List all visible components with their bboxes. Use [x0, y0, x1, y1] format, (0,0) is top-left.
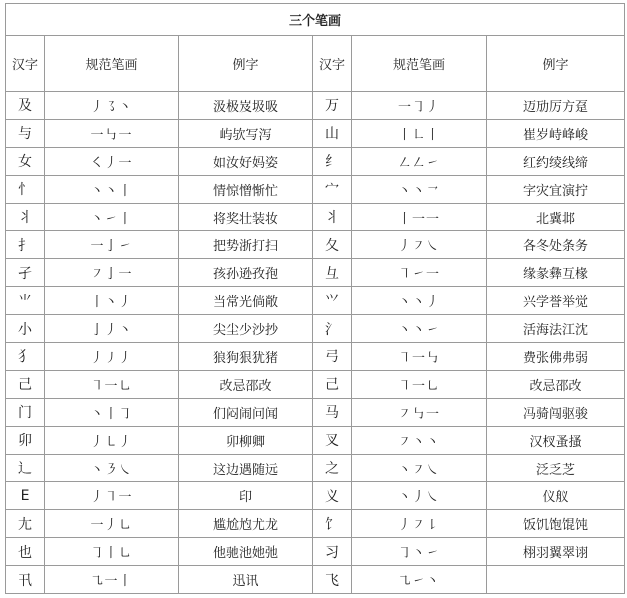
component-char: 夂 [313, 231, 352, 259]
table-row [6, 259, 625, 287]
table-row [6, 92, 625, 120]
component-char: 与 [6, 119, 45, 147]
component-char: E [6, 482, 45, 510]
table-body [6, 92, 625, 594]
title-row [6, 4, 625, 36]
example-chars: 缘彖彝互椽 [487, 259, 625, 287]
example-chars: 卯柳卿 [179, 426, 313, 454]
example-chars: 尖尘少沙抄 [179, 315, 313, 343]
table-row [6, 287, 625, 315]
component-char: 叉 [313, 426, 352, 454]
stroke-sequence: 丿㇄丿 [45, 426, 179, 454]
component-char: 飞 [313, 566, 352, 594]
example-chars: 将奖壮装妆 [179, 203, 313, 231]
stroke-sequence: ㇈㇀丶 [352, 566, 487, 594]
stroke-sequence: 丶㇇㇏ [352, 454, 487, 482]
column-header-strokes: 规范笔画 [45, 36, 179, 92]
stroke-sequence: 丶丶㇖ [352, 175, 487, 203]
example-chars: 饭饥饱馄饨 [487, 510, 625, 538]
component-char: 弓 [313, 343, 352, 371]
column-header-char: 汉字 [313, 36, 352, 92]
example-chars: 尴尬尥尤龙 [179, 510, 313, 538]
stroke-sequence: 丿㇌丶 [45, 92, 179, 120]
table-title: 三个笔画 [6, 4, 625, 36]
example-chars: 迈劢厉方趸 [487, 92, 625, 120]
example-chars: 北冀邶 [487, 203, 625, 231]
example-chars: 泛乏芝 [487, 454, 625, 482]
example-chars: 字灾宜演拧 [487, 175, 625, 203]
stroke-sequence: ㇕一㇟ [352, 370, 487, 398]
example-chars: 汲极岌圾吸 [179, 92, 313, 120]
component-char: 山 [313, 119, 352, 147]
stroke-sequence: 丿㇕一 [45, 482, 179, 510]
table-row [6, 231, 625, 259]
column-header-strokes: 规范笔画 [352, 36, 487, 92]
example-chars: 当常光倘敞 [179, 287, 313, 315]
stroke-sequence: 丶㇀丨 [45, 203, 179, 231]
stroke-sequence: 丶㇋㇏ [45, 454, 179, 482]
component-char: 尢 [6, 510, 45, 538]
table-row [6, 426, 625, 454]
component-char: 犭 [6, 343, 45, 371]
component-char: 万 [313, 92, 352, 120]
component-char: 氵 [313, 315, 352, 343]
component-char: 卯 [6, 426, 45, 454]
example-chars: 孩孙逊孜孢 [179, 259, 313, 287]
example-chars: 栩羽翼翠诩 [487, 538, 625, 566]
table-row [6, 203, 625, 231]
component-char: 宀 [313, 175, 352, 203]
stroke-sequence: 丨一一 [352, 203, 487, 231]
example-chars: 改忌邵改 [487, 370, 625, 398]
example-chars: 印 [179, 482, 313, 510]
stroke-sequence: ㇆丨㇟ [45, 538, 179, 566]
column-header-char: 汉字 [6, 36, 45, 92]
stroke-sequence: ㇈一丨 [45, 566, 179, 594]
stroke-sequence: 丨丶丿 [45, 287, 179, 315]
example-chars: 狼狗狠犹猪 [179, 343, 313, 371]
stroke-sequence: ㇜㇜㇀ [352, 147, 487, 175]
example-chars: 冯骑闯驱骏 [487, 398, 625, 426]
example-chars: 如汝好妈姿 [179, 147, 313, 175]
example-chars: 把势浙打扫 [179, 231, 313, 259]
example-chars: 他驰池她弛 [179, 538, 313, 566]
stroke-sequence: ㇕一㇉ [352, 343, 487, 371]
example-chars: 红约绫线缔 [487, 147, 625, 175]
stroke-sequence: ㇛丿一 [45, 147, 179, 175]
example-chars: 兴学誉举觉 [487, 287, 625, 315]
example-chars: 这边遇随远 [179, 454, 313, 482]
component-char: 马 [313, 398, 352, 426]
component-char: ⺌ [6, 287, 45, 315]
example-chars [487, 566, 625, 594]
component-char: 女 [6, 147, 45, 175]
component-char: 扌 [6, 231, 45, 259]
example-chars: 仪舣 [487, 482, 625, 510]
example-chars: 汉杈蚤搔 [487, 426, 625, 454]
table-row [6, 147, 625, 175]
column-header-examples: 例字 [487, 36, 625, 92]
stroke-sequence: 一丿㇟ [45, 510, 179, 538]
component-char: 彑 [313, 259, 352, 287]
component-char: 丬 [6, 203, 45, 231]
stroke-sequence: 丶丶丨 [45, 175, 179, 203]
stroke-sequence: 丶丶丿 [352, 287, 487, 315]
stroke-sequence: 一㇉一 [45, 119, 179, 147]
component-char: 门 [6, 398, 45, 426]
example-chars: 屿欤写泻 [179, 119, 313, 147]
example-chars: 迅讯 [179, 566, 313, 594]
stroke-table [5, 3, 625, 594]
table-row [6, 315, 625, 343]
component-char: 己 [313, 370, 352, 398]
component-char: 己 [6, 370, 45, 398]
stroke-sequence: ㇕一㇟ [45, 370, 179, 398]
example-chars: 活海法江沈 [487, 315, 625, 343]
component-char: 小 [6, 315, 45, 343]
example-chars: 各冬处条务 [487, 231, 625, 259]
component-char: 饣 [313, 510, 352, 538]
example-chars: 费张佛弗弱 [487, 343, 625, 371]
table-row [6, 566, 625, 594]
component-char: 义 [313, 482, 352, 510]
component-char: 辶 [6, 454, 45, 482]
column-header-examples: 例字 [179, 36, 313, 92]
component-char: 及 [6, 92, 45, 120]
component-char: 忄 [6, 175, 45, 203]
stroke-sequence: ㇇丶丶 [352, 426, 487, 454]
component-char: 丬 [313, 203, 352, 231]
component-char: 之 [313, 454, 352, 482]
table-row [6, 119, 625, 147]
stroke-sequence: 丿㇓丿 [45, 343, 179, 371]
table-row [6, 398, 625, 426]
stroke-sequence: 一㇆丿 [352, 92, 487, 120]
stroke-sequence: 丿㇇㇏ [352, 231, 487, 259]
stroke-sequence: 丶丶㇀ [352, 315, 487, 343]
example-chars: 崔岁峙峰峻 [487, 119, 625, 147]
stroke-sequence: 丿㇇㇙ [352, 510, 487, 538]
example-chars: 情惊憎惭忙 [179, 175, 313, 203]
component-char: 也 [6, 538, 45, 566]
header-row [6, 36, 625, 92]
stroke-sequence: 丶丨㇆ [45, 398, 179, 426]
table-row [6, 510, 625, 538]
table-row [6, 175, 625, 203]
stroke-sequence: ㇇㇉一 [352, 398, 487, 426]
example-chars: 们闷闹问闻 [179, 398, 313, 426]
component-char: 纟 [313, 147, 352, 175]
table-row [6, 538, 625, 566]
stroke-sequence: ㇇亅一 [45, 259, 179, 287]
stroke-sequence: 丨㇗丨 [352, 119, 487, 147]
component-char: 孑 [6, 259, 45, 287]
example-chars: 改忌邵改 [179, 370, 313, 398]
stroke-sequence: 一亅㇀ [45, 231, 179, 259]
stroke-sequence: 亅丿丶 [45, 315, 179, 343]
table-row [6, 482, 625, 510]
stroke-sequence: 丶丿㇏ [352, 482, 487, 510]
component-char: 习 [313, 538, 352, 566]
component-char: 卂 [6, 566, 45, 594]
stroke-sequence: ㇆丶㇀ [352, 538, 487, 566]
stroke-sequence: ㇕㇀一 [352, 259, 487, 287]
table-row [6, 343, 625, 371]
component-char: ⺍ [313, 287, 352, 315]
table-row [6, 454, 625, 482]
table-row [6, 370, 625, 398]
